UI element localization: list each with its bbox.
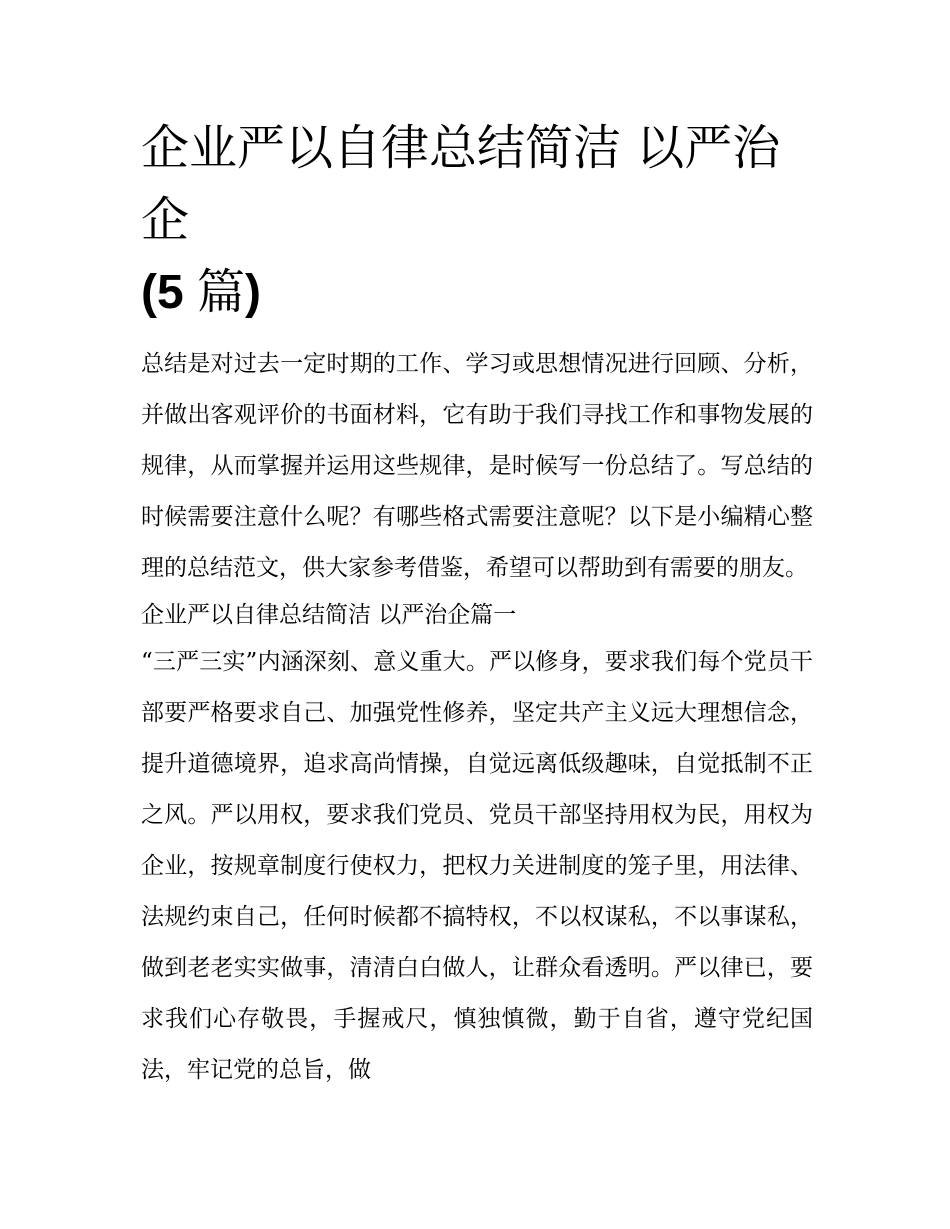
intro-paragraph: 总结是对过去一定时期的工作、学习或思想情况进行回顾、分析，并做出客观评价的书面材料，它有助于我们寻找工作和事物发展的规律，从而掌握并运用这些规律，是时候写一份总结了。写总结的时候需要注意什么呢？有哪些格式需要注意呢？以下是小编精心整理的总结范文，供大家参考借鉴，希望可以帮助到有需要的朋友。	[141, 351, 813, 581]
title-main: 企业严以自律总结简洁 以严治企	[141, 120, 781, 248]
document-title	[141, 112, 813, 329]
title-suffix-text: (5 篇)	[141, 264, 262, 320]
section-heading-1: 企业严以自律总结简洁 以严治企篇一	[141, 602, 517, 628]
section-body-1: “三严三实”内涵深刻、意义重大。严以修身，要求我们每个党员干部要严格要求自己、加强党性修养，坚定共产主义远大理想信念，提升道德境界，追求高尚情操，自觉远离低级趣味，自觉抵制不正之风。严以用权，要求我们党员、党员干部坚持用权为民，用权为企业，按规章制度行使权力，把权力关进制度的笼子里，用法律、法规约束自己，任何时候都不搞特权，不以权谋私，不以事谋私，做到老老实实做事，清清白白做人，让群众看透明。严以律已，要求我们心存敬畏，手握戒尺，慎独慎微，勤于自省，遵守党纪国法，牢记党的总旨，做	[141, 649, 813, 1083]
title-suffix	[141, 264, 261, 320]
document-page	[141, 112, 813, 1096]
